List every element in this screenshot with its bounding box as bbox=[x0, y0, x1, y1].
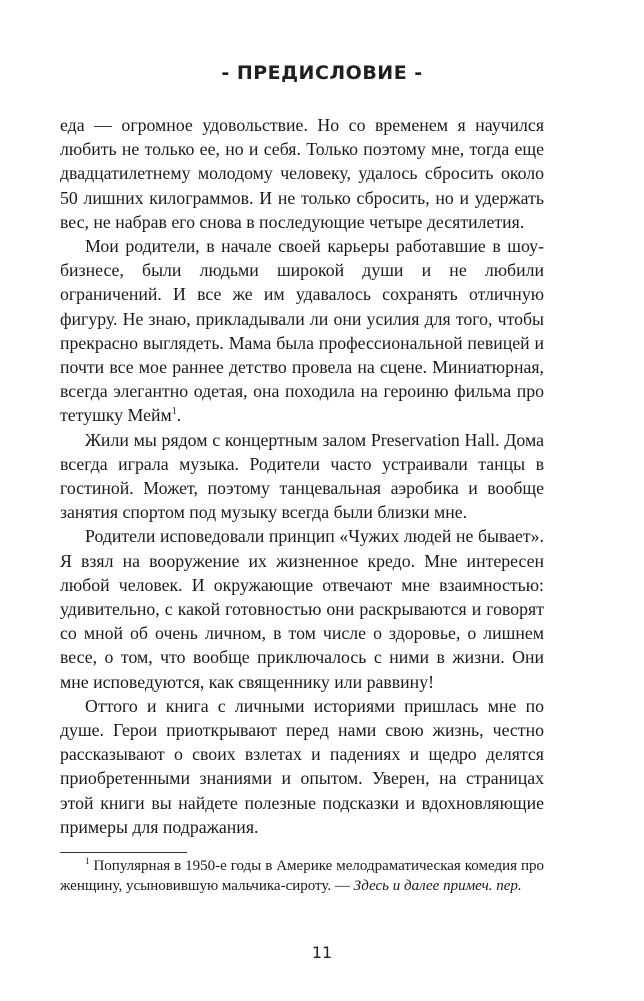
footnote-text: Популярная в 1950-е годы в Америке мелодраматическая комедия про женщину, усыновившую мальчика-сироту. — bbox=[60, 858, 544, 894]
paragraph-2-end: . bbox=[176, 405, 182, 426]
footnote-divider bbox=[60, 852, 187, 853]
main-text bbox=[60, 113, 544, 839]
paragraph-3: Жили мы рядом с концертным залом Preservation Hall. Дома всегда играла музыка. Родители часто устраивали танцы в гостиной. Может, поэтому танцевальная аэробика и вообще занятия спортом под музыку всегда были близки мне. bbox=[60, 429, 544, 523]
footnote-ref[interactable]: 1 bbox=[171, 406, 177, 418]
footnote-note: Здесь и далее примеч. пер. bbox=[353, 878, 522, 894]
paragraph-2-text: Мои родители, в начале своей карьеры работавшие в шоу-бизнесе, были людьми широкой души и не любили ограничений. И все же им удавалось сохранять отличную фигуру. Не знаю, прикладывали ли они усилия для того, чтобы прекрасно выглядеть. Мама была профессиональной певицей и почти все мое раннее детство провела на сцене. Миниатюрная, всегда элегантно одетая, она походила на героиню фильма про тетушку Мейм bbox=[60, 236, 544, 426]
footnote bbox=[60, 856, 544, 896]
running-header: - ПРЕДИСЛОВИЕ - bbox=[221, 62, 423, 84]
paragraph-4: Родители исповедовали принцип «Чужих людей не бывает». Я взял на вооружение их жизненное кредо. Мне интересен любой человек. И окружающие отвечают мне взаимностью: удивительно, с какой готовностью они раскрываются и говорят со мной об очень личном, в том числе о здоровье, о лишнем весе, о том, что вообще приключалось с ними в жизни. Они мне исповедуются, как священнику или раввину! bbox=[60, 526, 544, 692]
paragraph-1: еда — огромное удовольствие. Но со временем я научился любить не только ее, но и себя. Только поэтому мне, тогда еще двадцатилетнему молодому человеку, удалось сбросить около 50 лишних килограммов. И не только сбросить, но и удержать вес, не набрав его снова в последующие четыре десятилетия. bbox=[60, 115, 544, 232]
paragraph-2 bbox=[60, 234, 544, 428]
footnote-marker: 1 bbox=[85, 856, 90, 866]
paragraph-5: Оттого и книга с личными историями пришлась мне по душе. Герои приоткрывают перед нами свою жизнь, честно рассказывают о своих взлетах и падениях и щедро делятся приобретенными знаниями и опытом. Уверен, на страницах этой книги вы найдете полезные подсказки и вдохновляющие примеры для подражания. bbox=[60, 695, 544, 837]
page-number: 11 bbox=[311, 943, 333, 962]
